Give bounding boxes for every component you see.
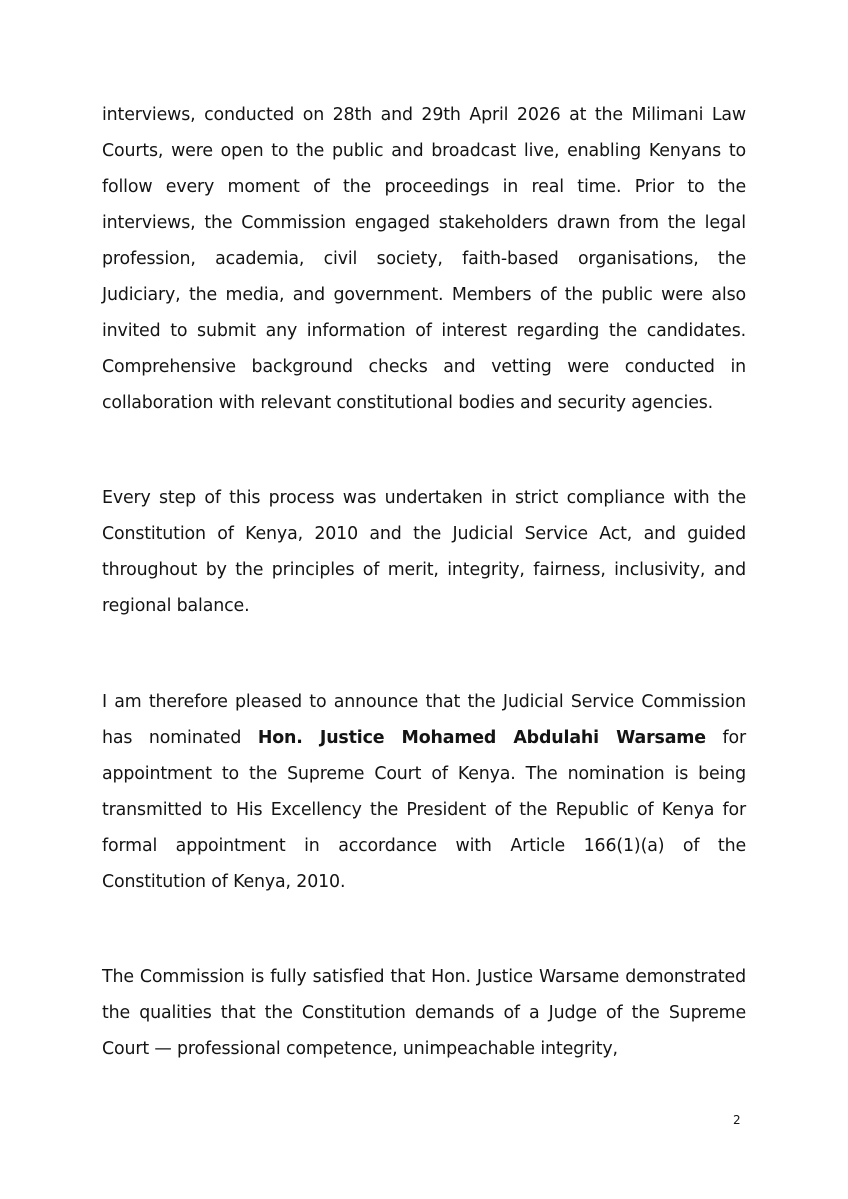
nominee-name: Hon. Justice Mohamed Abdulahi Warsame — [257, 728, 706, 748]
body-paragraph-compliance — [102, 480, 746, 624]
body-paragraph-qualities — [102, 959, 746, 1067]
paragraph-text — [102, 684, 746, 900]
body-paragraph-nomination — [102, 684, 746, 900]
page-number: 2 — [733, 1113, 741, 1127]
paragraph-text: Every step of this process was undertaken in strict compliance with the Constitution of Kenya, 2010 and the Judicial Service Act, and guided throughout by the principles of merit, integrity, fairness, inclusivity, and regional balance. — [102, 488, 746, 616]
paragraph-text-before: I am therefore pleased to announce that the Judicial Service Commission has nominated — [102, 692, 746, 748]
body-paragraph-interviews — [102, 97, 746, 421]
paragraph-text: The Commission is fully satisfied that Hon. Justice Warsame demonstrated the qualities that the Constitution demands of a Judge of the Supreme Court — professional competence, unimpeachable integrity, — [102, 967, 746, 1059]
paragraph-text: interviews, conducted on 28th and 29th April 2026 at the Milimani Law Courts, were open to the public and broadcast live, enabling Kenyans to follow every moment of the proceedings in real time. Prior to the interviews, the Commission engaged stakeholders drawn from the legal profession, academia, civil society, faith-based organisations, the Judiciary, the media, and government. Members of the public were also invited to submit any information of interest regarding the candidates. Comprehensive background checks and vetting were conducted in collaboration with relevant constitutional bodies and security agencies. — [102, 105, 746, 413]
paragraph-text-after: for appointment to the Supreme Court of Kenya. The nomination is being transmitted to His Excellency the President of the Republic of Kenya for formal appointment in accordance with Article 166(1)(a) of the Constitution of Kenya, 2010. — [102, 728, 746, 892]
